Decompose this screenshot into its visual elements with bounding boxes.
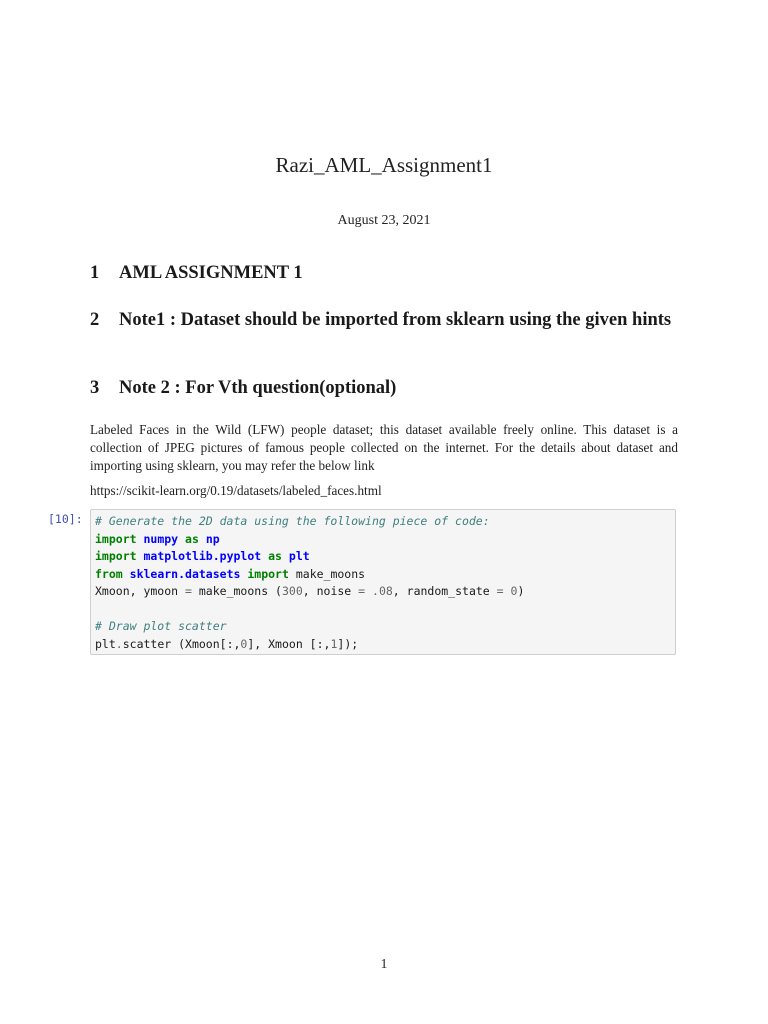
code-line: [95, 548, 671, 566]
code-line: [95, 583, 671, 601]
code-number: 0: [240, 636, 248, 651]
code-name: make_moons: [295, 566, 366, 581]
section-heading-2: [90, 309, 678, 331]
code-keyword: import: [95, 531, 137, 546]
code-operator: .: [115, 636, 123, 651]
code-operator: =: [496, 584, 504, 598]
code-text: ], Xmoon [:,: [247, 636, 331, 651]
body-paragraph: Labeled Faces in the Wild (LFW) people dataset; this dataset available freely online. This dataset is a collection of JPEG pictures of famous people collected on the internet. For the details about dataset and importing using sklearn, you may refer the below link: [90, 422, 678, 473]
document-date: August 23, 2021: [337, 213, 431, 228]
code-module: plt: [288, 549, 310, 563]
section-title: AML ASSIGNMENT 1: [119, 263, 303, 283]
section-heading-1: [90, 262, 678, 284]
code-line: [95, 618, 671, 636]
code-text: Xmoon, ymoon: [95, 584, 186, 598]
cell-prompt: [10]:: [48, 512, 83, 526]
code-number: 1: [330, 636, 338, 651]
dataset-link[interactable]: https://scikit-learn.org/0.19/datasets/labeled_faces.html: [90, 483, 382, 498]
code-keyword: as: [268, 549, 282, 563]
code-text: ): [517, 584, 525, 598]
code-text: ]);: [337, 636, 359, 651]
code-text: make_moons (: [191, 584, 282, 598]
code-keyword: as: [185, 531, 199, 546]
section-number: 3: [90, 378, 100, 398]
code-module: matplotlib.pyplot: [143, 549, 262, 563]
code-text: , noise: [302, 584, 359, 598]
code-cell[interactable]: [90, 509, 676, 655]
document-title: Razi_AML_Assignment1: [275, 153, 493, 177]
code-module: np: [205, 531, 220, 546]
code-keyword: from: [95, 566, 123, 581]
page-number: 1: [380, 956, 388, 971]
code-operator: =: [185, 584, 192, 598]
code-module: numpy: [143, 531, 179, 546]
code-comment: # Generate the 2D data using the following piece of code:: [95, 514, 490, 528]
code-comment: # Draw plot scatter: [95, 619, 227, 633]
code-line: [95, 531, 671, 549]
section-title: Note 2 : For Vth question(optional): [119, 378, 397, 398]
code-number: .08: [372, 584, 393, 598]
section-number: 1: [90, 263, 100, 283]
code-keyword: import: [247, 566, 289, 581]
section-number: 2: [90, 310, 100, 330]
code-line: [95, 636, 671, 654]
code-text: , random_state: [392, 584, 497, 598]
code-number: 0: [510, 584, 518, 598]
code-line-blank: [95, 601, 671, 619]
code-text: scatter (Xmoon[:,: [122, 636, 241, 651]
section-title: Note1 : Dataset should be imported from sklearn using the given hints: [119, 310, 672, 330]
code-name: plt: [95, 636, 116, 651]
code-number: 300: [281, 584, 303, 598]
section-heading-3: [90, 377, 678, 399]
code-block: [95, 513, 671, 653]
code-operator: =: [358, 584, 366, 598]
code-line: [95, 513, 671, 531]
code-keyword: import: [95, 549, 137, 563]
code-module: sklearn.datasets: [129, 566, 241, 581]
code-line: [95, 566, 671, 584]
